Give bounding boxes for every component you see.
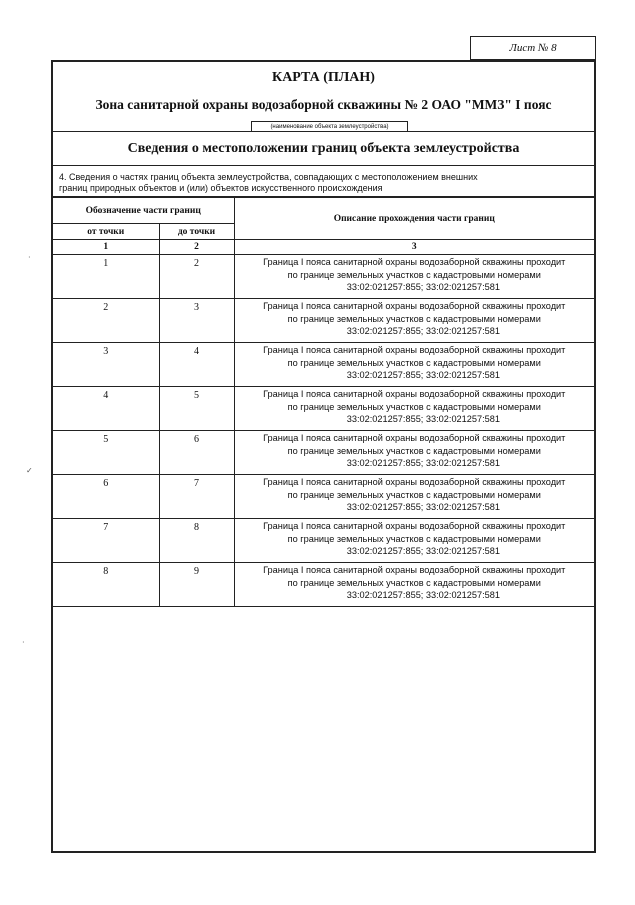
scan-artifact: ✓ [26, 466, 33, 475]
section-title: Сведения о местоположении границ объекта землеустройства [53, 132, 594, 166]
desc-line: по границе земельных участков с кадастровыми номерами [287, 445, 541, 456]
from-point: 2 [53, 299, 159, 343]
header-to-point: до точки [159, 224, 234, 240]
title-block [53, 62, 594, 132]
boundary-description [234, 519, 594, 563]
from-point: 5 [53, 431, 159, 475]
column-number: 1 [53, 240, 159, 255]
header-from-point: от точки [53, 224, 159, 240]
sheet-number: Лист № 8 [509, 42, 557, 54]
desc-line: Граница I пояса санитарной охраны водозаборной скважины проходит [263, 565, 566, 575]
desc-line: Граница I пояса санитарной охраны водозаборной скважины проходит [263, 345, 566, 355]
boundary-description [234, 255, 594, 299]
cadastral-numbers: 33:02:021257:855; 33:02:021257:581 [346, 590, 500, 600]
table-row [53, 255, 594, 299]
table-row [53, 387, 594, 431]
cadastral-numbers: 33:02:021257:855; 33:02:021257:581 [346, 282, 500, 292]
object-name-caption: (наименование объекта землеустройства) [251, 121, 408, 132]
table-row [53, 431, 594, 475]
to-point: 3 [159, 299, 234, 343]
from-point: 3 [53, 343, 159, 387]
desc-line: Граница I пояса санитарной охраны водозаборной скважины проходит [263, 477, 566, 487]
to-point: 5 [159, 387, 234, 431]
to-point: 2 [159, 255, 234, 299]
document-frame [51, 60, 596, 853]
boundary-description [234, 563, 594, 607]
column-number: 3 [234, 240, 594, 255]
desc-line: по границе земельных участков с кадастровыми номерами [287, 533, 541, 544]
scan-artifact: · [22, 638, 25, 647]
cadastral-numbers: 33:02:021257:855; 33:02:021257:581 [346, 502, 500, 512]
table-row [53, 299, 594, 343]
to-point: 9 [159, 563, 234, 607]
table-row [53, 475, 594, 519]
table-row [53, 343, 594, 387]
cadastral-numbers: 33:02:021257:855; 33:02:021257:581 [346, 546, 500, 556]
cadastral-numbers: 33:02:021257:855; 33:02:021257:581 [346, 326, 500, 336]
sheet-number-box [470, 36, 596, 60]
desc-line: по границе земельных участков с кадастровыми номерами [287, 489, 541, 500]
desc-line: Граница I пояса санитарной охраны водозаборной скважины проходит [263, 433, 566, 443]
desc-line: Граница I пояса санитарной охраны водозаборной скважины проходит [263, 521, 566, 531]
intro-line: 4. Сведения о частях границ объекта землеустройства, совпадающих с местоположением внешних [59, 172, 478, 182]
boundary-description [234, 299, 594, 343]
desc-line: по границе земельных участков с кадастровыми номерами [287, 357, 541, 368]
desc-line: по границе земельных участков с кадастровыми номерами [287, 401, 541, 412]
cadastral-numbers: 33:02:021257:855; 33:02:021257:581 [346, 370, 500, 380]
scan-artifact: · [28, 253, 31, 262]
table-row [53, 519, 594, 563]
boundary-table [53, 197, 594, 607]
to-point: 7 [159, 475, 234, 519]
column-number: 2 [159, 240, 234, 255]
desc-line: по границе земельных участков с кадастровыми номерами [287, 577, 541, 588]
boundary-description [234, 431, 594, 475]
map-title: КАРТА (ПЛАН) [272, 70, 375, 85]
from-point: 1 [53, 255, 159, 299]
desc-line: Граница I пояса санитарной охраны водозаборной скважины проходит [263, 301, 566, 311]
to-point: 4 [159, 343, 234, 387]
desc-line: Граница I пояса санитарной охраны водозаборной скважины проходит [263, 389, 566, 399]
desc-line: по границе земельных участков с кадастровыми номерами [287, 269, 541, 280]
table-row [53, 563, 594, 607]
cadastral-numbers: 33:02:021257:855; 33:02:021257:581 [346, 458, 500, 468]
intro-text [53, 166, 594, 197]
intro-line: границ природных объектов и (или) объектов искусственного происхождения [59, 183, 383, 193]
desc-line: по границе земельных участков с кадастровыми номерами [287, 313, 541, 324]
from-point: 4 [53, 387, 159, 431]
header-group: Обозначение части границ [53, 198, 234, 224]
header-description: Описание прохождения части границ [234, 198, 594, 240]
to-point: 6 [159, 431, 234, 475]
cadastral-numbers: 33:02:021257:855; 33:02:021257:581 [346, 414, 500, 424]
to-point: 8 [159, 519, 234, 563]
boundary-description [234, 387, 594, 431]
boundary-description [234, 475, 594, 519]
boundary-description [234, 343, 594, 387]
desc-line: Граница I пояса санитарной охраны водозаборной скважины проходит [263, 257, 566, 267]
from-point: 8 [53, 563, 159, 607]
object-name: Зона санитарной охраны водозаборной скважины № 2 ОАО "ММЗ" I пояс [95, 97, 552, 112]
from-point: 6 [53, 475, 159, 519]
from-point: 7 [53, 519, 159, 563]
